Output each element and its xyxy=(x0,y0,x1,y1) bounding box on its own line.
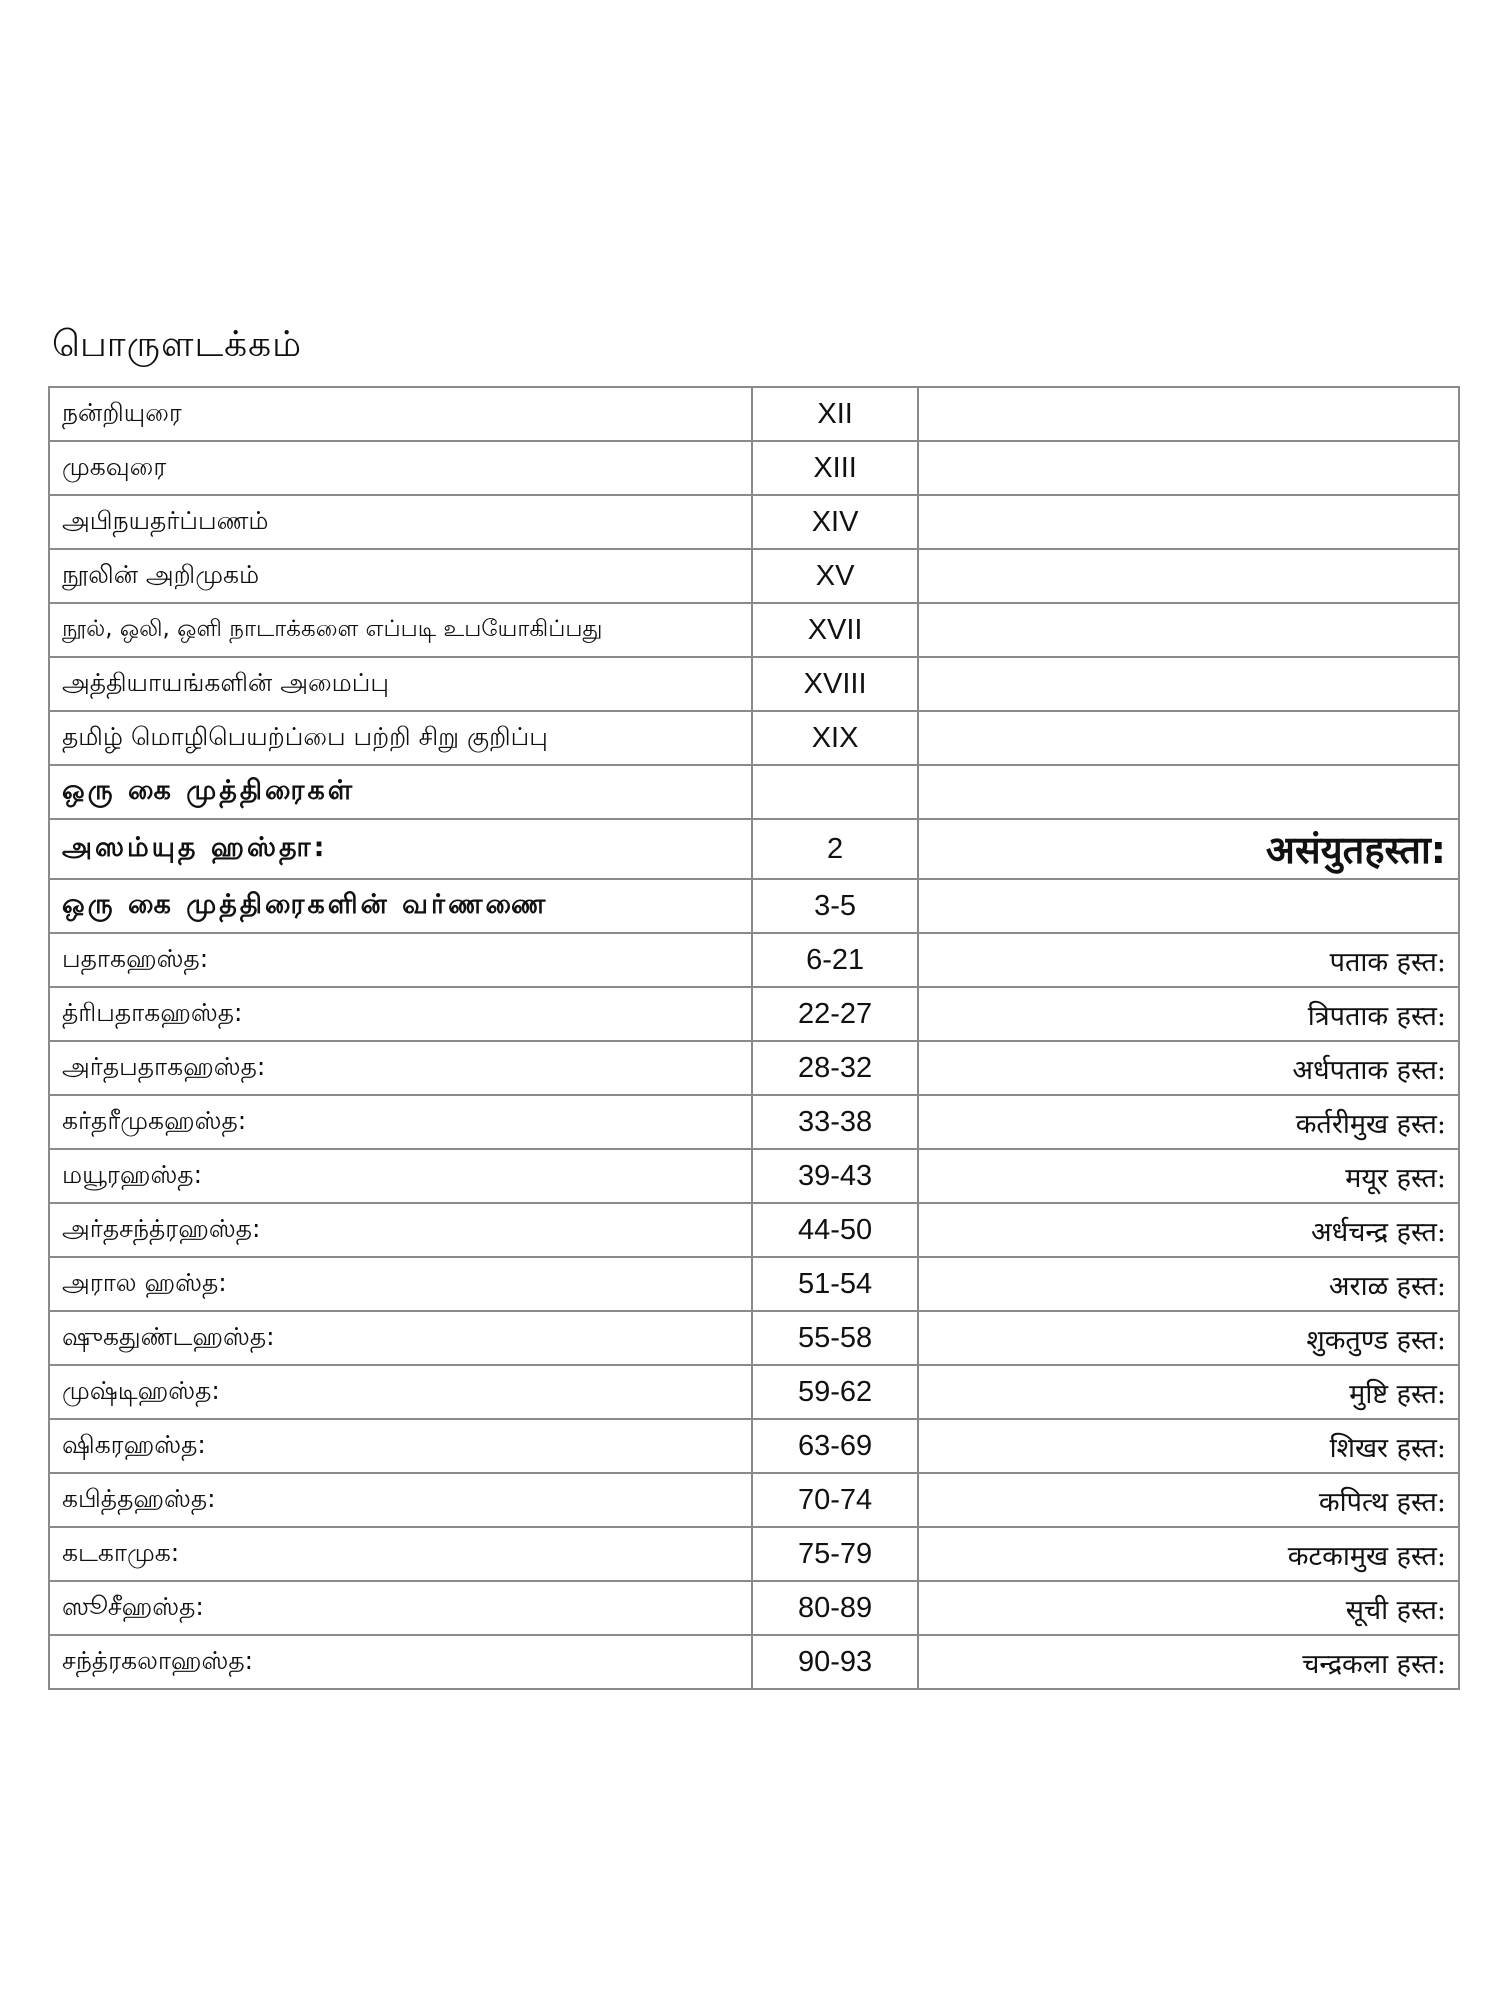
toc-row xyxy=(49,549,1459,603)
toc-page-number: XVII xyxy=(752,603,918,657)
toc-page-number: XII xyxy=(752,387,918,441)
toc-sanskrit-title xyxy=(918,495,1459,549)
toc-row xyxy=(49,1365,1459,1419)
toc-page-number: 70-74 xyxy=(752,1473,918,1527)
toc-sanskrit-title xyxy=(918,387,1459,441)
toc-sanskrit-title: मुष्टि हस्त: xyxy=(918,1365,1459,1419)
toc-sanskrit-title xyxy=(918,603,1459,657)
toc-tamil-title: ஷிகரஹஸ்த: xyxy=(49,1419,752,1473)
toc-tamil-title: ஸூசீஹஸ்த: xyxy=(49,1581,752,1635)
toc-row xyxy=(49,495,1459,549)
toc-tamil-title: நூலின் அறிமுகம் xyxy=(49,549,752,603)
toc-page-number: XVIII xyxy=(752,657,918,711)
toc-sanskrit-title xyxy=(918,765,1459,819)
toc-sanskrit-title: अराळ हस्त: xyxy=(918,1257,1459,1311)
toc-page-number: 33-38 xyxy=(752,1095,918,1149)
toc-tamil-title: தமிழ் மொழிபெயற்ப்பை பற்றி சிறு குறிப்பு xyxy=(49,711,752,765)
toc-row xyxy=(49,1581,1459,1635)
toc-tamil-title: முஷ்டிஹஸ்த: xyxy=(49,1365,752,1419)
toc-sanskrit-title: असंयुतहस्ता: xyxy=(918,819,1459,879)
toc-tamil-title: ஷுகதுண்டஹஸ்த: xyxy=(49,1311,752,1365)
toc-page-number: 2 xyxy=(752,819,918,879)
toc-row xyxy=(49,1311,1459,1365)
toc-page-number: 59-62 xyxy=(752,1365,918,1419)
toc-sanskrit-title: त्रिपताक हस्त: xyxy=(918,987,1459,1041)
toc-tamil-title: சந்த்ரகலாஹஸ்த: xyxy=(49,1635,752,1689)
toc-tamil-title: த்ரிபதாகஹஸ்த: xyxy=(49,987,752,1041)
toc-row xyxy=(49,987,1459,1041)
toc-page-number xyxy=(752,765,918,819)
toc-page-number: XIII xyxy=(752,441,918,495)
toc-page-number: 6-21 xyxy=(752,933,918,987)
toc-sanskrit-title: पताक हस्त: xyxy=(918,933,1459,987)
toc-sanskrit-title: चन्द्रकला हस्त: xyxy=(918,1635,1459,1689)
toc-sanskrit-title: कटकामुख हस्त: xyxy=(918,1527,1459,1581)
toc-tamil-title: கர்தரீமுகஹஸ்த: xyxy=(49,1095,752,1149)
toc-page-number: XV xyxy=(752,549,918,603)
toc-page-number: 75-79 xyxy=(752,1527,918,1581)
toc-sanskrit-title: सूची हस्त: xyxy=(918,1581,1459,1635)
toc-row xyxy=(49,1149,1459,1203)
toc-row xyxy=(49,1095,1459,1149)
toc-row xyxy=(49,819,1459,879)
toc-page-number: 3-5 xyxy=(752,879,918,933)
toc-page-number: 44-50 xyxy=(752,1203,918,1257)
toc-row xyxy=(49,1257,1459,1311)
toc-tamil-title: ஒரு கை முத்திரைகளின் வர்ணணை xyxy=(49,879,752,933)
toc-tamil-title: அஸம்யுத ஹஸ்தா: xyxy=(49,819,752,879)
toc-sanskrit-title: शुकतुण्ड हस्त: xyxy=(918,1311,1459,1365)
toc-row xyxy=(49,879,1459,933)
toc-row xyxy=(49,1527,1459,1581)
toc-tamil-title: அத்தியாயங்களின் அமைப்பு xyxy=(49,657,752,711)
toc-sanskrit-title xyxy=(918,657,1459,711)
toc-sanskrit-title: कपित्थ हस्त: xyxy=(918,1473,1459,1527)
toc-tamil-title: நூல், ஒலி, ஒளி நாடாக்களை எப்படி உபயோகிப்பது xyxy=(49,603,752,657)
toc-page-number: 28-32 xyxy=(752,1041,918,1095)
toc-page-number: XIX xyxy=(752,711,918,765)
toc-row xyxy=(49,1419,1459,1473)
toc-row xyxy=(49,933,1459,987)
toc-page-number: 55-58 xyxy=(752,1311,918,1365)
toc-row xyxy=(49,1473,1459,1527)
toc-tamil-title: மயூரஹஸ்த: xyxy=(49,1149,752,1203)
toc-page-number: 80-89 xyxy=(752,1581,918,1635)
toc-sanskrit-title: मयूर हस्त: xyxy=(918,1149,1459,1203)
toc-tamil-title: அர்தசந்த்ரஹஸ்த: xyxy=(49,1203,752,1257)
toc-row xyxy=(49,603,1459,657)
toc-page-number: 51-54 xyxy=(752,1257,918,1311)
toc-row xyxy=(49,765,1459,819)
page-title: பொருளடக்கம் xyxy=(52,324,303,365)
toc-sanskrit-title xyxy=(918,879,1459,933)
toc-row xyxy=(49,387,1459,441)
toc-row xyxy=(49,1041,1459,1095)
toc-tamil-title: கபித்தஹஸ்த: xyxy=(49,1473,752,1527)
toc-sanskrit-title: अर्धचन्द्र हस्त: xyxy=(918,1203,1459,1257)
toc-page-number: 22-27 xyxy=(752,987,918,1041)
toc-sanskrit-title xyxy=(918,441,1459,495)
toc-page-number: 63-69 xyxy=(752,1419,918,1473)
toc-sanskrit-title xyxy=(918,549,1459,603)
toc-sanskrit-title: कर्तरीमुख हस्त: xyxy=(918,1095,1459,1149)
toc-sanskrit-title: अर्धपताक हस्त: xyxy=(918,1041,1459,1095)
toc-row xyxy=(49,1203,1459,1257)
toc-tamil-title: கடகாமுக: xyxy=(49,1527,752,1581)
toc-tamil-title: பதாகஹஸ்த: xyxy=(49,933,752,987)
toc-row xyxy=(49,711,1459,765)
toc-tamil-title: நன்றியுரை xyxy=(49,387,752,441)
toc-table xyxy=(48,386,1460,1690)
toc-tamil-title: அரால ஹஸ்த: xyxy=(49,1257,752,1311)
toc-row xyxy=(49,441,1459,495)
toc-page-number: XIV xyxy=(752,495,918,549)
toc-tamil-title: அபிநயதர்ப்பணம் xyxy=(49,495,752,549)
toc-tamil-title: முகவுரை xyxy=(49,441,752,495)
toc-tamil-title: அர்தபதாகஹஸ்த: xyxy=(49,1041,752,1095)
toc-page-number: 90-93 xyxy=(752,1635,918,1689)
toc-sanskrit-title xyxy=(918,711,1459,765)
toc-row xyxy=(49,1635,1459,1689)
toc-sanskrit-title: शिखर हस्त: xyxy=(918,1419,1459,1473)
toc-tamil-title: ஒரு கை முத்திரைகள் xyxy=(49,765,752,819)
toc-page-number: 39-43 xyxy=(752,1149,918,1203)
toc-row xyxy=(49,657,1459,711)
